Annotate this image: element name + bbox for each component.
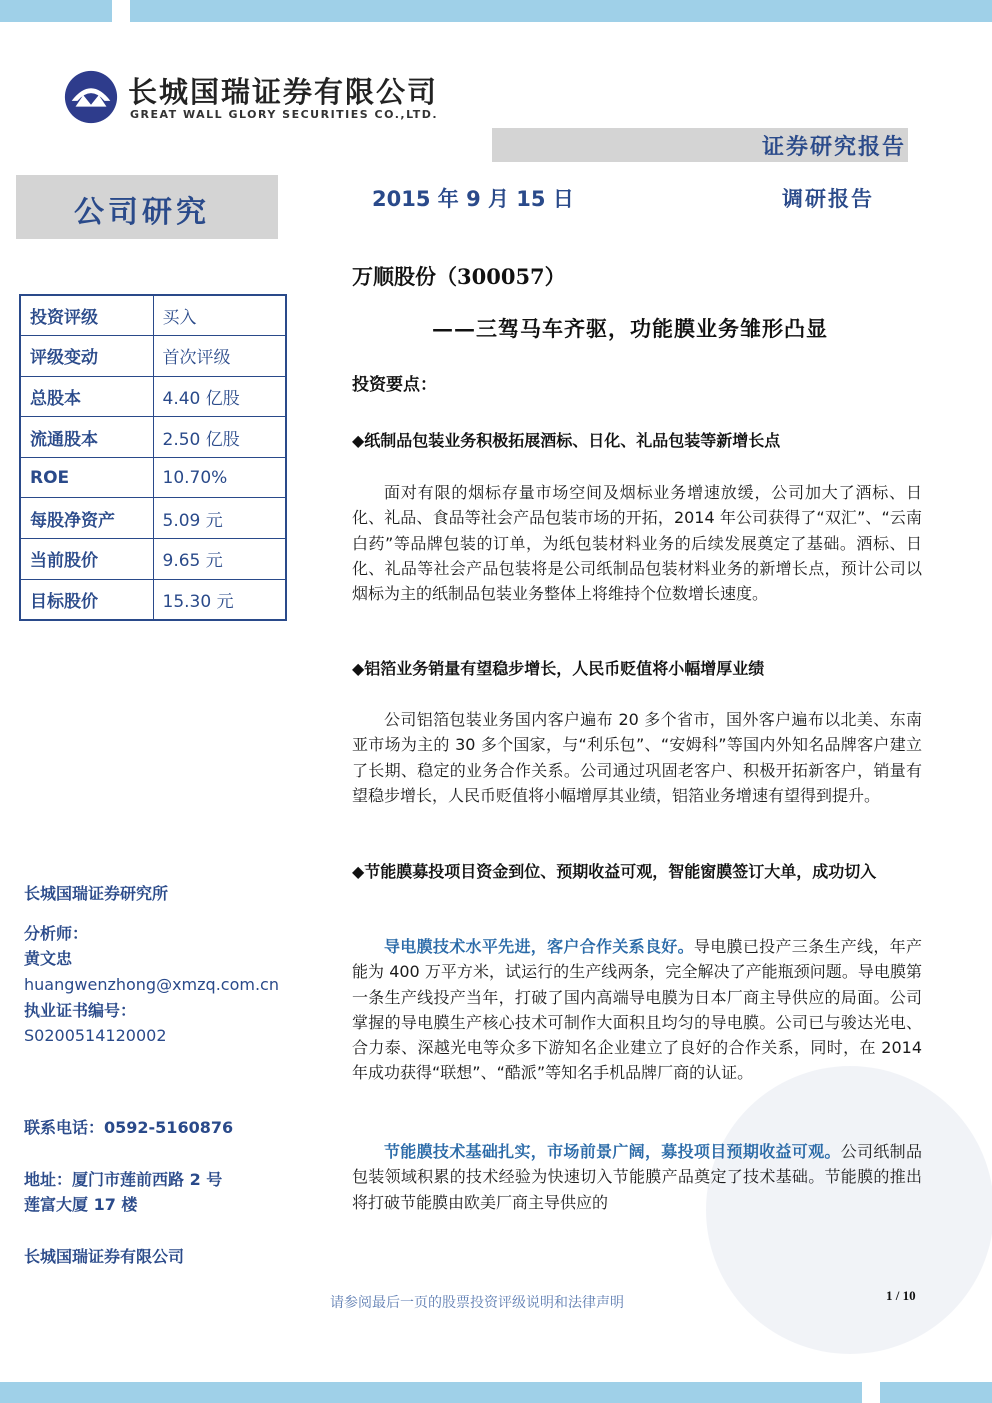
bottom-bar-right <box>880 1382 992 1403</box>
rating-table <box>19 294 287 621</box>
report-headline: ——三驾马车齐驱，功能膜业务雏形凸显 <box>432 316 828 341</box>
section-highlight: 导电膜技术水平先进，客户合作关系良好。 <box>384 937 694 956</box>
table-cell-value: 买入 <box>153 295 286 336</box>
section-body-conductive-film <box>352 934 922 1086</box>
table-cell-value: 15.30 元 <box>153 579 286 620</box>
table-cell-label: 总股本 <box>20 376 153 417</box>
table-cell-value: 4.40 亿股 <box>153 376 286 417</box>
section-body-text: 公司铝箔包装业务国内客户遍布 20 多个省市，国外客户遍布以北美、东南亚市场为主的 30 多个国家，与“利乐包”、“安姆科”等国内外知名品牌客户建立了长期、稳定的业务合作关系。公司通过巩固老客户、积极开拓新客户，销量有望稳步增长，人民币贬值将小幅增厚其业绩，铝箔业务增速有望得到提升。 <box>352 710 922 805</box>
section-heading-energy-film: ◆节能膜募投项目资金到位、预期收益可观，智能窗膜签订大单，成功切入 <box>352 862 877 881</box>
section-heading-aluminum-foil: ◆铝箔业务销量有望稳步增长，人民币贬值将小幅增厚业绩 <box>352 659 765 678</box>
section-body-text: 面对有限的烟标存量市场空间及烟标业务增速放缓，公司加大了酒标、日化、礼品、食品等社会产品包装市场的开拓，2014 年公司获得了“双汇”、“云南白药”等品牌包装的订单，为纸包装材料业务的后续发展奠定了基础。酒标、日化、礼品等社会产品包装将是公司纸制品包装材料业务的新增长点，预计公司以烟标为主的纸制品包装业务整体上将维持个位数增长速度。 <box>352 483 922 604</box>
cert-number: S0200514120002 <box>24 1026 167 1045</box>
table-row <box>20 539 286 580</box>
report-kind: 调研报告 <box>782 187 874 211</box>
address-line-2: 莲富大厦 17 楼 <box>24 1195 138 1214</box>
company-name-cn: 长城国瑞证券有限公司 <box>128 75 439 109</box>
section-body-text: 公司纸制品包装领域积累的技术经验为快速切入节能膜产品奠定了技术基础。节能膜的推出将打破节能膜由欧美厂商主导供应的 <box>352 1142 922 1212</box>
cert-label: 执业证书编号： <box>24 1001 137 1020</box>
investment-points-title: 投资要点： <box>352 375 437 395</box>
table-row <box>20 457 286 498</box>
top-bar-right <box>130 0 992 22</box>
top-bar-left <box>0 0 112 22</box>
table-cell-label: ROE <box>20 457 153 498</box>
page-number: 1 / 10 <box>886 1288 916 1303</box>
table-cell-value: 9.65 元 <box>153 539 286 580</box>
table-cell-label: 目标股价 <box>20 579 153 620</box>
analyst-email[interactable]: huangwenzhong@xmzq.com.cn <box>24 975 279 994</box>
table-cell-value: 5.09 元 <box>153 498 286 539</box>
table-cell-value: 2.50 亿股 <box>153 417 286 458</box>
table-row <box>20 417 286 458</box>
table-cell-value: 10.70% <box>153 457 286 498</box>
table-row <box>20 295 286 336</box>
research-institute: 长城国瑞证券研究所 <box>24 884 169 903</box>
section-body-aluminum-foil <box>352 707 922 808</box>
section-heading-paper-packaging: ◆纸制品包装业务积极拓展酒标、日化、礼品包装等新增长点 <box>352 431 781 450</box>
section-body-paper-packaging <box>352 480 922 606</box>
category-box <box>16 175 278 239</box>
table-cell-label: 投资评级 <box>20 295 153 336</box>
table-row <box>20 376 286 417</box>
report-type: 证券研究报告 <box>761 135 906 160</box>
company-name-en: GREAT WALL GLORY SECURITIES CO.,LTD. <box>130 108 439 121</box>
report-category: 公司研究 <box>74 195 210 230</box>
table-cell-value: 首次评级 <box>153 336 286 377</box>
section-highlight: 节能膜技术基础扎实，市场前景广阔，募投项目预期收益可观。 <box>384 1142 841 1161</box>
section-body-energy-film <box>352 1139 922 1215</box>
bottom-bar-left <box>0 1382 862 1403</box>
table-row <box>20 498 286 539</box>
stock-name: 万顺股份（300057） <box>352 264 566 289</box>
table-cell-label: 当前股价 <box>20 539 153 580</box>
table-row <box>20 336 286 377</box>
disclaimer-note: 请参阅最后一页的股票投资评级说明和法律声明 <box>330 1295 624 1311</box>
analyst-name: 黄文忠 <box>24 949 73 968</box>
contact-phone: 联系电话：0592-5160876 <box>24 1118 234 1137</box>
table-cell-label: 流通股本 <box>20 417 153 458</box>
company-logo-icon <box>62 68 120 126</box>
report-date: 2015 年 9 月 15 日 <box>372 187 574 211</box>
table-cell-label: 每股净资产 <box>20 498 153 539</box>
sidebar-company: 长城国瑞证券有限公司 <box>24 1247 185 1266</box>
section-body-text: 导电膜已投产三条生产线，年产能为 400 万平方米，试运行的生产线两条，完全解决了产能瓶颈问题。导电膜第一条生产线投产当年，打破了国内高端导电膜为日本厂商主导供应的局面。公司掌握的导电膜生产核心技术可制作大面积且均匀的导电膜。公司已与骏达光电、合力泰、深越光电等众多下游知名企业建立了良好的合作关系，同时，在 2014 年成功获得“联想”、“酷派”等知名手机品牌厂商的认证。 <box>352 937 922 1083</box>
address-line-1: 地址：厦门市莲前西路 2 号 <box>24 1170 223 1189</box>
table-row <box>20 579 286 620</box>
report-type-box <box>492 128 908 162</box>
table-cell-label: 评级变动 <box>20 336 153 377</box>
analyst-label: 分析师： <box>24 924 89 943</box>
